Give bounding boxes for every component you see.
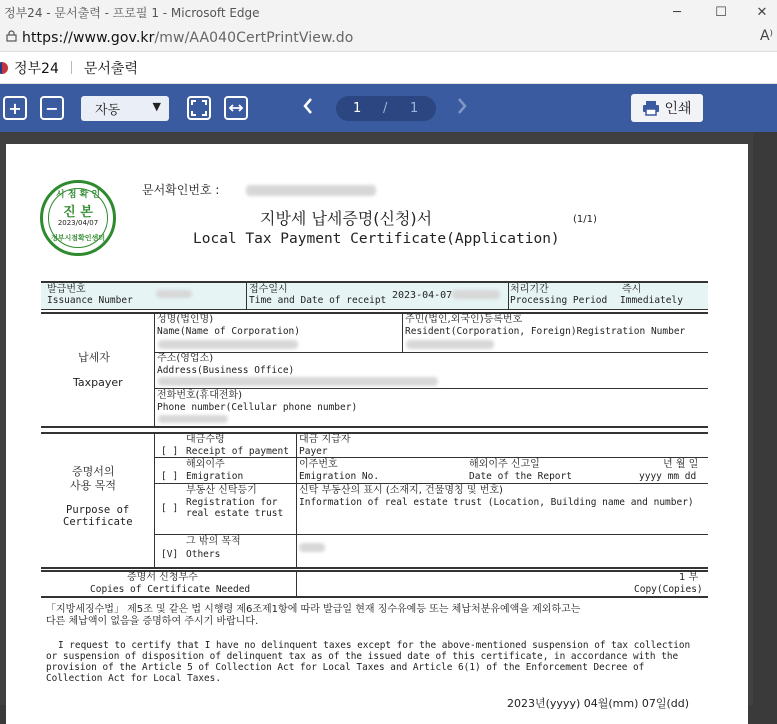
checkbox-other[interactable]: [V] (161, 549, 179, 560)
redacted-address (158, 377, 438, 386)
processing-label-en: Processing Period (510, 295, 608, 306)
maximize-button[interactable]: ☐ (715, 4, 727, 20)
rule (154, 434, 155, 568)
statement-en-2: or suspension of disposition of delinquent tax as of the issued date of this certificate, in accordance with the (46, 651, 679, 662)
rule (41, 567, 708, 569)
redacted-name (158, 340, 298, 349)
redacted-phone (158, 415, 228, 423)
redacted-resident-number (406, 340, 494, 349)
name-label-ko: 성명(법인명) (157, 314, 214, 325)
prev-page-button[interactable] (302, 96, 314, 121)
viewer-scrollbar[interactable] (753, 132, 777, 705)
statement-en-4: Collection Act for Local Taxes. (46, 673, 221, 684)
title-english: Local Tax Payment Certificate(Application) (193, 231, 560, 247)
opt-emigration-en: Emigration (186, 471, 244, 482)
close-button[interactable]: ✕ (756, 4, 768, 20)
window-titlebar (0, 0, 777, 24)
rule (154, 483, 708, 484)
trust-info-en: Information of real estate trust (Location, Building name and number) (299, 497, 694, 508)
fit-width-button[interactable] (224, 96, 248, 120)
title-korean: 지방세 납세증명(신청)서 (260, 209, 433, 228)
redacted-doc-number (246, 185, 376, 196)
opt-receipt-ko: 대금수령 (186, 434, 225, 445)
zoom-in-button[interactable]: + (3, 96, 27, 120)
rule (41, 309, 708, 310)
rule (402, 314, 403, 352)
document-viewer[interactable] (0, 132, 777, 710)
stamp-date: 2023/04/07 (57, 219, 99, 227)
chevron-down-icon: ▼ (152, 100, 161, 113)
checkbox-trust[interactable]: [ ] (161, 503, 179, 514)
statement-en-1: I request to certify that I have no delinquent taxes except for the above-mentioned suspension of tax collection (58, 640, 691, 651)
print-label: 인쇄 (664, 101, 692, 117)
trust-info-ko: 신탁 부동산의 표시 (소재지, 건물명칭 및 번호) (299, 485, 503, 496)
phone-label-ko: 전화번호(휴대전화) (157, 390, 243, 401)
next-page-button[interactable] (456, 96, 468, 121)
checkbox-receipt[interactable]: [ ] (161, 446, 179, 457)
url-host: https://www.gov.kr (22, 29, 155, 46)
gov24-logo-icon[interactable] (0, 62, 8, 74)
fit-width-icon (228, 102, 244, 114)
resident-label-ko: 주민(법인,외국인)등록번호 (405, 314, 523, 325)
opt-receipt-en: Receipt of payment (186, 446, 289, 457)
reader-mode-icon[interactable]: A⁾ (759, 28, 773, 44)
page-indicator[interactable] (336, 96, 436, 121)
lock-icon[interactable] (0, 30, 22, 45)
copies-count: 1 부 (679, 572, 699, 583)
checkbox-emigration[interactable]: [ ] (161, 471, 179, 482)
phone-label-en: Phone number(Cellular phone number) (157, 402, 358, 413)
window-title: 정부24 - 문서출력 - 프로필 1 - Microsoft Edge (4, 5, 260, 20)
address-label-ko: 주소(영업소) (157, 353, 214, 364)
receipt-label-ko: 접수일시 (249, 284, 288, 295)
emigration-no-ko: 이주번호 (299, 459, 338, 470)
chevron-left-icon (302, 96, 314, 116)
opt-trust-ko: 부동산 신탁등기 (186, 485, 257, 496)
rule (296, 434, 297, 568)
receipt-label-en: Time and Date of receipt (249, 295, 387, 306)
report-date-en: Date of the Report (469, 471, 572, 482)
resident-label-en: Resident(Corporation, Foreign)Registration Number (405, 326, 686, 337)
receipt-date: 2023-04-07 (392, 290, 453, 301)
purpose-label-ko-2: 사용 목적 (70, 479, 117, 492)
emigration-no-en: Emigration No. (299, 471, 380, 482)
rule (41, 426, 708, 428)
copies-label-en: Copies of Certificate Needed (90, 584, 251, 595)
immediately-en: Immediately (620, 295, 683, 306)
redacted-other-purpose (299, 543, 325, 552)
opt-other-ko: 그 밖의 목적 (186, 536, 241, 547)
stamp-top-text: 시 점 확 인 (55, 190, 101, 200)
site-brand[interactable]: 정부24 (14, 60, 59, 77)
doc-number-label: 문서확인번호 : (142, 183, 220, 197)
document-page (6, 144, 748, 724)
rule (154, 534, 708, 535)
zoom-value: 자동 (95, 103, 121, 118)
purpose-label-en-2: Certificate (63, 516, 133, 528)
printer-icon (642, 100, 660, 116)
ymd-ko: 년 월 일 (663, 459, 699, 470)
payer-label-ko: 대금 지급자 (299, 434, 351, 445)
rule (296, 572, 297, 596)
current-page[interactable]: 1 (353, 101, 362, 116)
stamp-mid-text: 진 본 (63, 205, 93, 220)
zoom-select[interactable] (81, 96, 169, 121)
redacted-receipt-time (452, 290, 500, 299)
rule (41, 596, 708, 598)
statement-en-3: provision of the Article 5 of Collection Act for Local Taxes and Article 6(1) of the Enforcement Decree of (46, 662, 645, 673)
site-header (0, 52, 777, 84)
page-separator: / (383, 101, 388, 116)
taxpayer-label-ko: 납세자 (78, 351, 110, 364)
viewer-toolbar (0, 84, 777, 132)
address-bar[interactable] (0, 24, 777, 52)
url-path: /mw/AA040CertPrintView.do (154, 29, 354, 46)
page-count: (1/1) (573, 214, 597, 225)
stamp-bottom-text: 정부시점확인센터 (50, 234, 106, 242)
copies-label-ko: 증명서 신청부수 (127, 572, 198, 583)
chevron-right-icon (456, 96, 468, 116)
total-pages: 1 (410, 101, 419, 116)
statement-ko-2: 다른 체납액이 없음을 증명하여 주시기 바랍니다. (46, 616, 259, 627)
opt-emigration-ko: 해외이주 (186, 459, 225, 470)
url-text[interactable] (22, 30, 353, 46)
ymd-en: yyyy mm dd (639, 471, 697, 482)
rule (508, 282, 509, 309)
purpose-label-ko-1: 증명서의 (72, 465, 115, 478)
redacted-issuance-number (156, 290, 192, 298)
rule (154, 352, 708, 353)
rule (41, 432, 708, 434)
issuance-label-ko: 발급번호 (47, 284, 86, 295)
rule (41, 312, 708, 314)
rule (41, 281, 708, 283)
opt-trust-en-1: Registration for (186, 497, 278, 508)
issue-date: 2023년(yyyy) 04월(mm) 07일(dd) (507, 697, 690, 710)
purpose-label-en-1: Purpose of (66, 504, 130, 516)
page-title: 문서출력 (83, 60, 138, 77)
zoom-out-button[interactable]: − (40, 96, 64, 120)
statement-ko-1: 「지방세징수법」 제5조 및 같은 법 시행령 제6조제1항에 따라 발급일 현재 징수유예등 또는 체납처분유예액을 제외하고는 (46, 604, 581, 615)
opt-other-en: Others (186, 549, 221, 560)
payer-label-en: Payer (299, 446, 328, 457)
address-label-en: Address(Business Office) (157, 365, 295, 376)
minimize-button[interactable]: ─ (673, 4, 681, 20)
processing-label-ko: 처리기간 (510, 284, 549, 295)
name-label-en: Name(Name of Corporation) (157, 326, 300, 337)
immediately-ko: 즉시 (622, 284, 642, 295)
fit-page-icon (191, 100, 207, 116)
fit-page-button[interactable] (187, 96, 211, 120)
report-date-ko: 해외이주 신고일 (469, 459, 540, 470)
rule (246, 282, 247, 309)
authenticity-stamp (40, 180, 116, 256)
print-button[interactable] (631, 94, 703, 122)
taxpayer-label-en: Taxpayer (73, 376, 123, 389)
copies-unit: Copy(Copies) (634, 584, 703, 595)
rule (154, 388, 708, 389)
rule (154, 314, 155, 426)
issuance-label-en: Issuance Number (47, 295, 133, 306)
opt-trust-en-2: real estate trust (186, 508, 284, 519)
divider (71, 61, 72, 74)
